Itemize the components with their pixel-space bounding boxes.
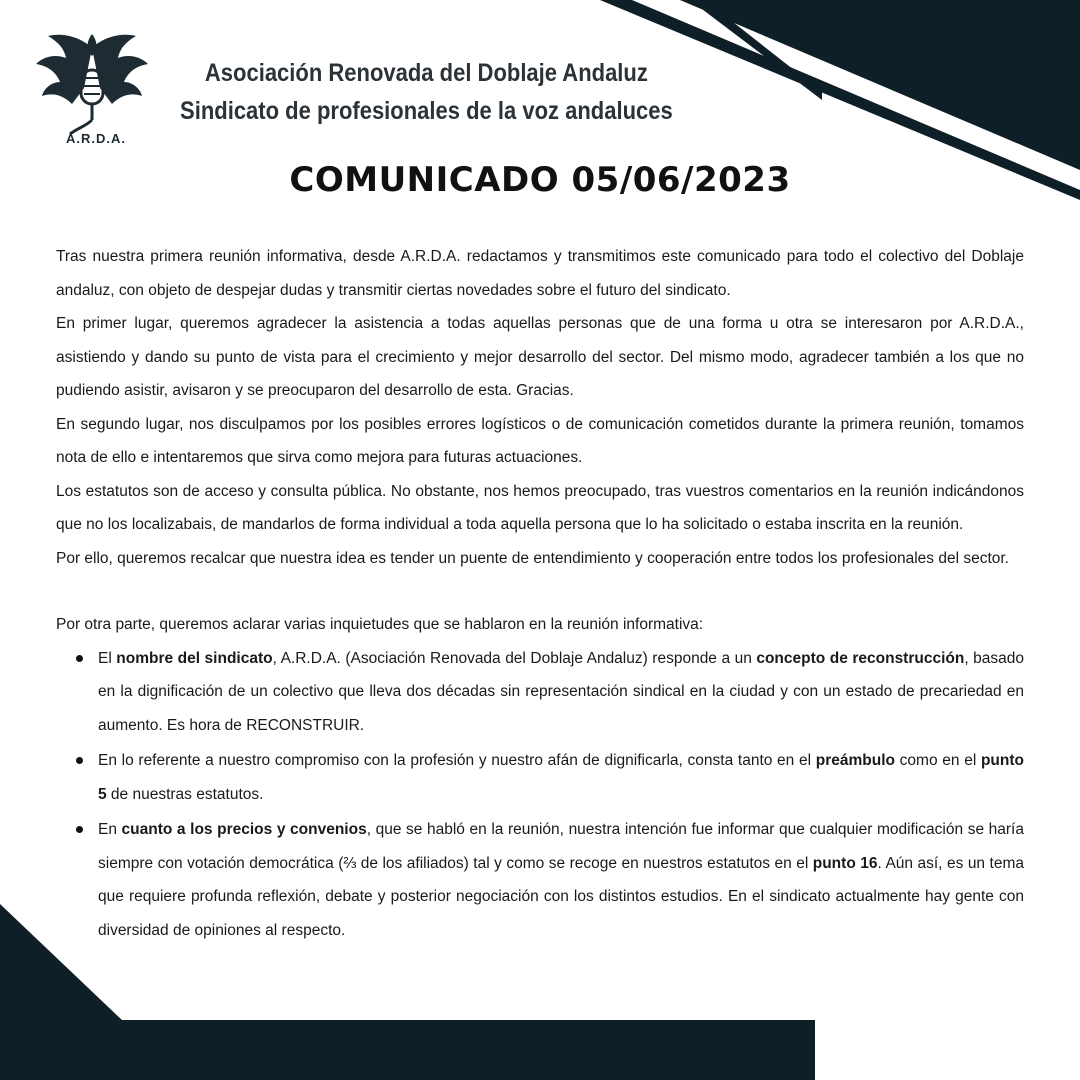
item-bold: cuanto a los precios y convenios <box>121 821 367 838</box>
organization-name <box>180 54 673 130</box>
item-bold: preámbulo <box>815 752 895 769</box>
org-name-line-1: Asociación Renovada del Doblaje Andaluz <box>204 59 648 87</box>
communique-title: COMUNICADO 05/06/2023 <box>289 160 791 200</box>
communique-body <box>56 240 1024 949</box>
list-item <box>98 744 1024 811</box>
points-list <box>56 642 1024 948</box>
points-intro: Por otra parte, queremos aclarar varias inquietudes que se hablaron en la reunión informativa: <box>56 616 704 633</box>
item-text: En <box>98 821 122 838</box>
item-text: , basado en la dignificación de un colectivo que lleva dos décadas sin representación sindical en la ciudad y con un estado de precariedad en aumento. Es hora de RECONSTRUIR. <box>98 649 1024 734</box>
item-bold: punto 16 <box>812 854 878 872</box>
item-bold: punto 5 <box>98 752 1025 803</box>
list-item <box>98 642 1024 743</box>
paragraph: En primer lugar, queremos agradecer la asistencia a todas aquellas personas que de una forma u otra se interesaron por A.R.D.A., asistiendo y dando su punto de vista para el crecimiento y mejor desarrollo del sector. Del mismo modo, agradecer también a los que no pudiendo asistir, avisaron y se preocuparon del desarrollo de esta. Gracias. <box>56 315 1024 399</box>
item-text: , que se habló en la reunión, nuestra intención fue informar que cualquier modificación se haría siempre con votación democrática (⅔ de los afiliados) tal y como se recoge en nuestros estatutos en el <box>98 821 1024 872</box>
paragraph: Por ello, queremos recalcar que nuestra idea es tender un puente de entendimiento y cooperación entre todos los profesionales del sector. <box>56 549 1009 567</box>
item-text: En lo referente a nuestro compromiso con la profesión y nuestro afán de dignificarla, consta tanto en el <box>98 752 816 769</box>
item-text: El <box>98 649 117 667</box>
logo-text: A.R.D.A. <box>66 131 126 146</box>
spacer <box>56 575 1024 608</box>
item-text: como en el <box>894 752 981 769</box>
item-text: de nuestras estatutos. <box>106 785 264 803</box>
bottom-dark-bar <box>118 1020 815 1080</box>
item-text: . Aún así, es un tema que requiere profunda reflexión, debate y posterior negociación con los distintos estudios. En el sindicato actualmente hay gente con diversidad de opiniones al respecto. <box>98 854 1024 939</box>
org-name-line-2: Sindicato de profesionales de la voz andaluces <box>180 97 673 125</box>
item-bold: nombre del sindicato <box>116 649 273 667</box>
paragraph: En segundo lugar, nos disculpamos por los posibles errores logísticos o de comunicación cometidos durante la primera reunión, tomamos nota de ello e intentaremos que sirva como mejora para futuras actuaciones. <box>56 415 1024 466</box>
item-bold: concepto de reconstrucción <box>756 649 965 667</box>
paragraph: Tras nuestra primera reunión informativa, desde A.R.D.A. redactamos y transmitimos este comunicado para todo el colectivo del Doblaje andaluz, con objeto de despejar dudas y transmitir ciertas novedades sobre el futuro del sindicato. <box>56 248 1024 299</box>
item-text: , A.R.D.A. (Asociación Renovada del Doblaje Andaluz) responde a un <box>272 649 757 667</box>
list-item <box>98 813 1024 947</box>
paragraph: Los estatutos son de acceso y consulta pública. No obstante, nos hemos preocupado, tras vuestros comentarios en la reunión indicándonos que no los localizabais, de mandarlos de forma individual a toda aquella persona que lo ha solicitado o estaba inscrita en la reunión. <box>56 482 1024 533</box>
